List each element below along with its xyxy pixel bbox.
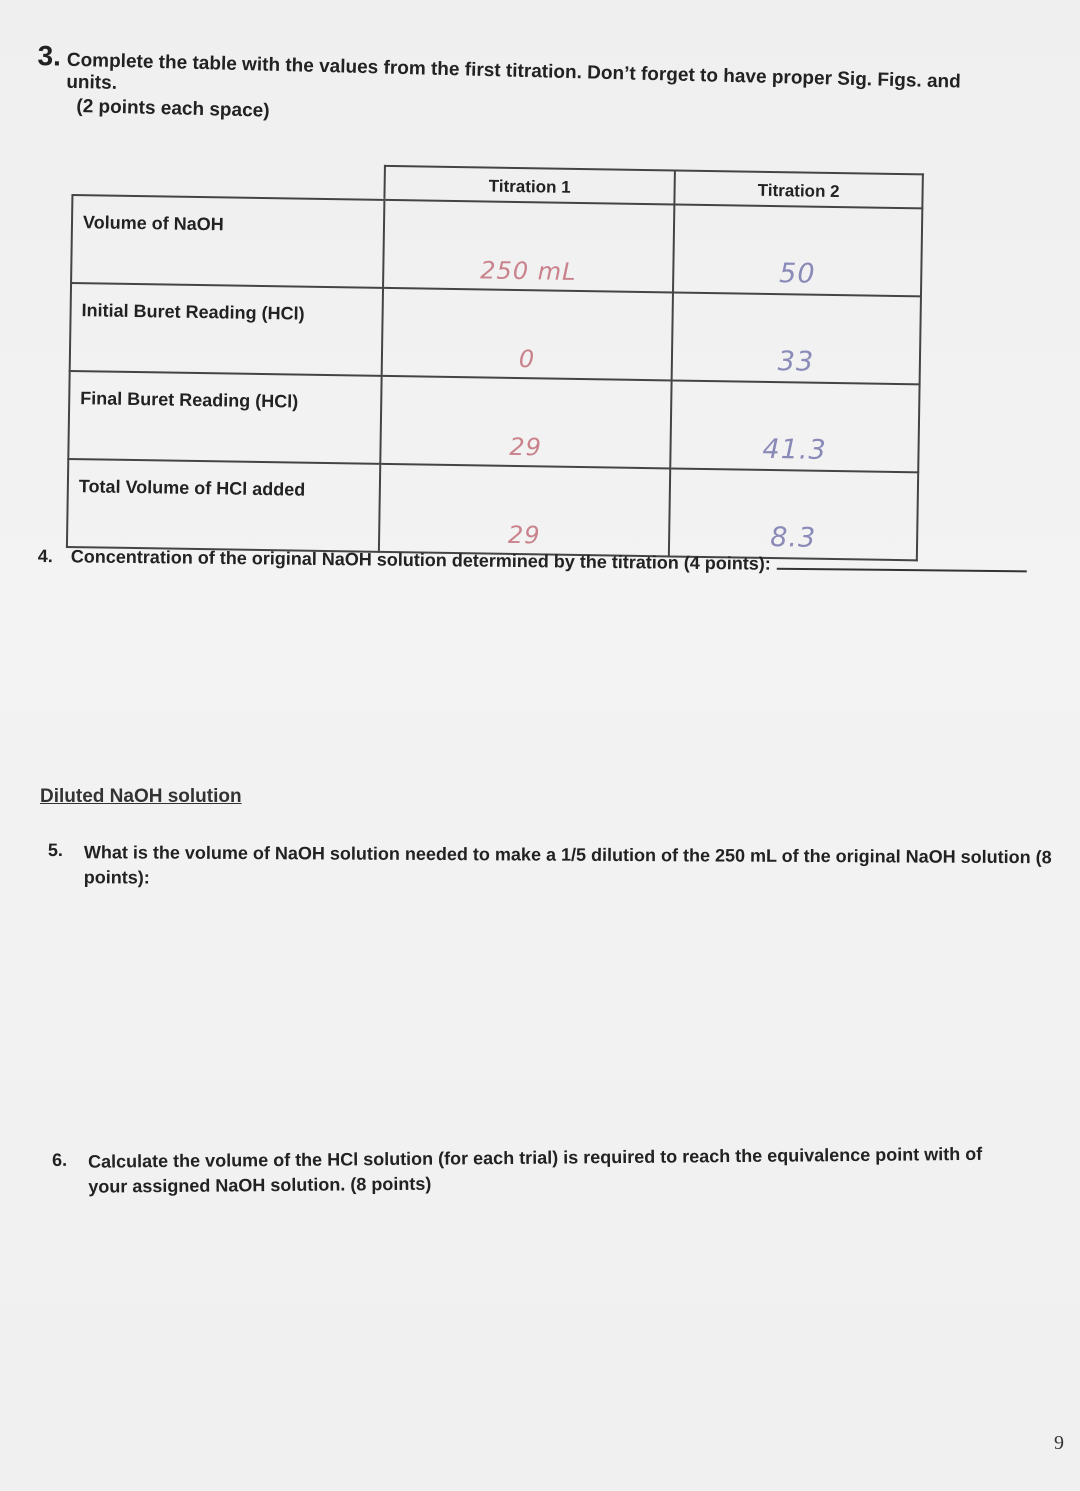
question-6 — [52, 1142, 1022, 1200]
row-label: Total Volume of HCl added — [67, 459, 380, 552]
question-4-number: 4. — [37, 545, 53, 567]
titration-2-value[interactable]: 50 — [673, 204, 922, 296]
row-label: Final Buret Reading (HCl) — [68, 371, 381, 464]
table-header-titration-1: Titration 1 — [384, 166, 675, 205]
question-6-text: Calculate the volume of the HCl solution (for each trial) is required to reach the equivalence point with of your assigned NaOH solution. (8 points) — [88, 1143, 983, 1197]
titration-table — [66, 160, 924, 561]
question-5 — [48, 840, 1058, 895]
titration-1-value[interactable]: 250 mL — [383, 200, 674, 293]
question-3-points: (2 points each space) — [76, 95, 270, 122]
question-4-text: Concentration of the original NaOH solution determined by the titration (4 points): — [70, 546, 771, 574]
answer-blank-line[interactable] — [777, 550, 1027, 573]
table-header-titration-2: Titration 2 — [675, 170, 923, 208]
table-header-blank — [72, 161, 384, 200]
titration-2-value[interactable]: 8.3 — [669, 468, 918, 560]
row-label: Volume of NaOH — [71, 195, 384, 288]
titration-1-value[interactable]: 0 — [382, 288, 673, 381]
question-3 — [36, 40, 998, 140]
titration-1-value[interactable]: 29 — [380, 376, 671, 469]
question-6-number: 6. — [52, 1149, 68, 1170]
row-label: Initial Buret Reading (HCl) — [70, 283, 383, 376]
section-heading: Diluted NaOH solution — [40, 786, 242, 807]
table-row — [70, 283, 921, 384]
table-row — [71, 195, 922, 296]
titration-2-value[interactable]: 33 — [672, 292, 921, 384]
question-5-text: What is the volume of NaOH solution needed to make a 1/5 dilution of the 250 mL of the original NaOH solution (8 points): — [83, 842, 1052, 888]
question-3-number: 3. — [37, 40, 62, 72]
titration-2-value[interactable]: 41.3 — [670, 380, 919, 472]
question-5-number: 5. — [47, 840, 64, 861]
table-row — [68, 371, 919, 472]
question-3-text: Complete the table with the values from the first titration. Don’t forget to have proper Sig. Figs. and units. — [66, 49, 962, 94]
page-number: 9 — [1054, 1432, 1064, 1454]
titration-1-value[interactable]: 29 — [379, 464, 670, 557]
